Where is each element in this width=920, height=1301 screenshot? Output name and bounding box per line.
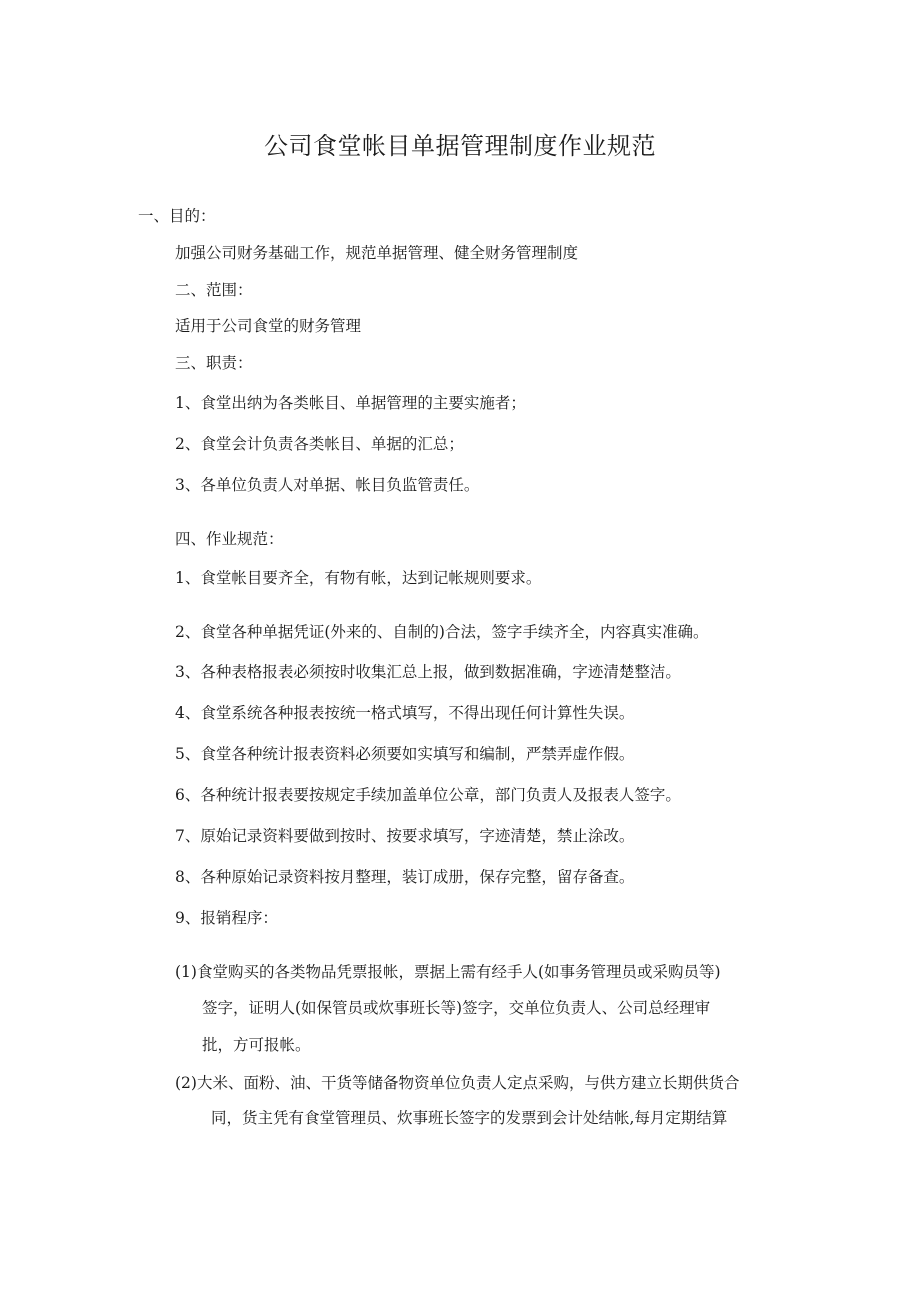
duty-item: 3、各单位负责人对单据、帐目负监管责任。 — [175, 476, 480, 494]
section-heading-purpose: 一、目的： — [138, 207, 216, 225]
norm-item: 1、食堂帐目要齐全，有物有帐，达到记帐规则要求。 — [175, 569, 542, 587]
reimbursement-step-1-line-1: (1)食堂购买的各类物品凭票报帐，票据上需有经手人(如事务管理员或采购员等) — [175, 963, 721, 981]
norm-item: 7、原始记录资料要做到按时、按要求填写，字迹清楚，禁止涂改。 — [175, 827, 635, 845]
norm-item: 6、各种统计报表要按规定手续加盖单位公章，部门负责人及报表人签字。 — [175, 786, 681, 804]
duty-item: 1、食堂出纳为各类帐目、单据管理的主要实施者； — [175, 394, 526, 412]
purpose-text: 加强公司财务基础工作，规范单据管理、健全财务管理制度 — [175, 244, 579, 262]
norm-item-reimbursement-heading: 9、报销程序： — [175, 909, 278, 927]
norm-item: 3、各种表格报表必须按时收集汇总上报，做到数据准确，字迹清楚整洁。 — [175, 663, 681, 681]
duty-item: 2、食堂会计负责各类帐目、单据的汇总； — [175, 435, 464, 453]
norm-item: 5、食堂各种统计报表资料必须要如实填写和编制，严禁弄虚作假。 — [175, 745, 635, 763]
reimbursement-step-1-line-3: 批，方可报帐。 — [202, 1036, 311, 1054]
reimbursement-step-1-line-2: 签字，证明人(如保管员或炊事班长等)签字，交单位负责人、公司总经理审 — [202, 999, 711, 1017]
reimbursement-step-2-line-1: (2)大米、面粉、油、干货等储备物资单位负责人定点采购，与供方建立长期供货合 — [175, 1074, 740, 1092]
norm-item: 2、食堂各种单据凭证(外来的、自制的)合法，签字手续齐全，内容真实准确。 — [175, 623, 709, 641]
reimbursement-step-2-line-2: 同，货主凭有食堂管理员、炊事班长签字的发票到会计处结帐,每月定期结算 — [211, 1109, 728, 1127]
scope-text: 适用于公司食堂的财务管理 — [175, 317, 362, 335]
section-heading-norms: 四、作业规范： — [175, 530, 284, 548]
norm-item: 4、食堂系统各种报表按统一格式填写，不得出现任何计算性失误。 — [175, 704, 635, 722]
norm-item: 8、各种原始记录资料按月整理，装订成册，保存完整，留存备查。 — [175, 868, 635, 886]
section-heading-duties: 三、职责： — [175, 354, 253, 372]
document-title: 公司食堂帐目单据管理制度作业规范 — [264, 132, 656, 160]
section-heading-scope: 二、范围： — [175, 281, 253, 299]
